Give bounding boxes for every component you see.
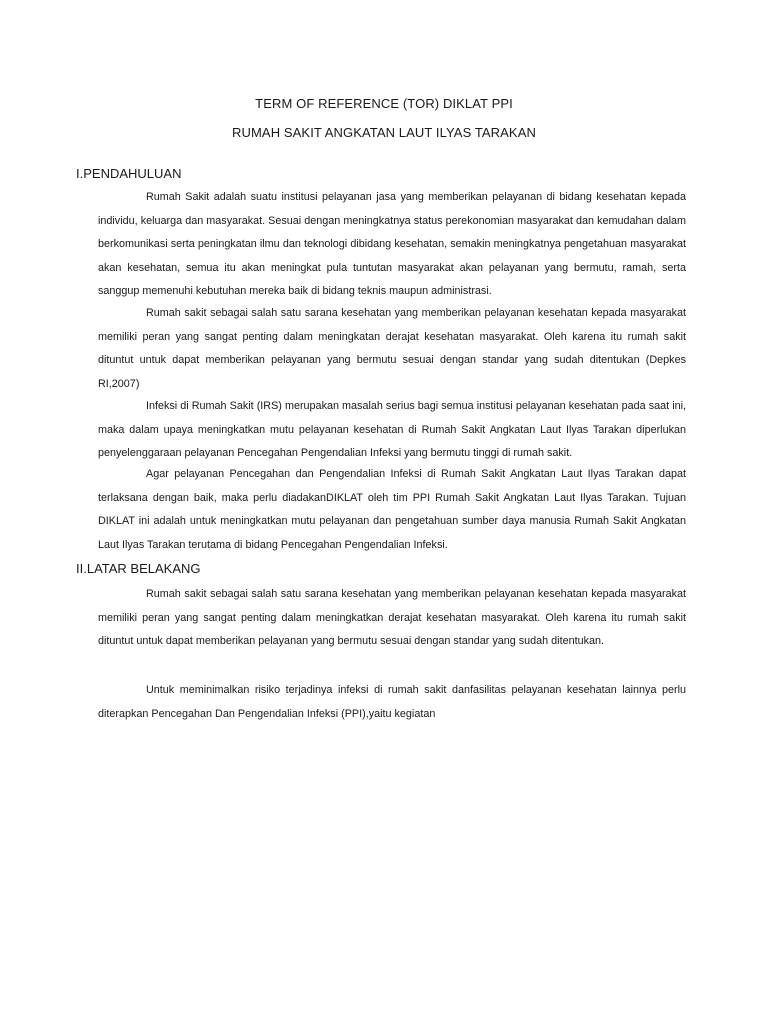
document-subtitle: RUMAH SAKIT ANGKATAN LAUT ILYAS TARAKAN: [232, 125, 536, 140]
section-heading-latar-belakang: II.LATAR BELAKANG: [76, 561, 201, 576]
paragraph: Untuk meminimalkan risiko terjadinya infeksi di rumah sakit danfasilitas pelayanan kesehatan lainnya perlu diterapkan Pencegahan Dan Pengendalian Infeksi (PPI),yaitu kegiatan: [98, 684, 686, 720]
paragraph: Agar pelayanan Pencegahan dan Pengendalian Infeksi di Rumah Sakit Angkatan Laut Ilyas Tarakan dapat terlaksana dengan baik, maka perlu diadakanDIKLAT oleh tim PPI Rumah Sakit Angkatan Laut Ilyas Tarakan. Tujuan DIKLAT ini adalah untuk meningkatkan mutu pelayanan dan pengetahuan sumber daya manusia Rumah Sakit Angkatan Laut Ilyas Tarakan terutama di bidang Pencegahan Pengendalian Infeksi.: [98, 468, 686, 551]
paragraph: Rumah sakit sebagai salah satu sarana kesehatan yang memberikan pelayanan kesehatan kepada masyarakat memiliki peran yang sangat penting dalam meningkatan derajat kesehatan masyarakat. Oleh karena itu rumah sakit dituntut untuk dapat memberikan pelayanan yang bermutu sesuai dengan standar yang sudah ditentukan (Depkes RI,2007): [98, 307, 686, 390]
document-title: TERM OF REFERENCE (TOR) DIKLAT PPI: [255, 96, 513, 111]
paragraph: Rumah Sakit adalah suatu institusi pelayanan jasa yang memberikan pelayanan di bidang kesehatan kepada individu, keluarga dan masyarakat. Sesuai dengan meningkatnya status perekonomian masyarakat dan kemudahan dalam berkomunikasi serta peningkatan ilmu dan teknologi dibidang kesehatan, semakin meningkatnya pengetahuan masyarakat akan kesehatan, semua itu akan meningkat pula tuntutan masyarakat akan pelayanan yang bermutu, ramah, serta sanggup memenuhi kebutuhan mereka baik di bidang teknis maupun administrasi.: [98, 191, 686, 297]
paragraph: Rumah sakit sebagai salah satu sarana kesehatan yang memberikan pelayanan kesehatan kepada masyarakat memiliki peran yang sangat penting dalam meningkatkan derajat kesehatan masyarakat. Oleh karena itu rumah sakit dituntut untuk dapat memberikan pelayanan yang bermutu sesuai dengan standar yang sudah ditentukan.: [98, 588, 686, 647]
section-heading-pendahuluan: I.PENDAHULUAN: [76, 166, 182, 181]
paragraph: Infeksi di Rumah Sakit (IRS) merupakan masalah serius bagi semua institusi pelayanan kesehatan pada saat ini, maka dalam upaya meningkatkan mutu pelayanan kesehatan di Rumah Sakit Angkatan Laut Ilyas Tarakan diperlukan penyelenggaraan pelayanan Pencegahan Pengendalian Infeksi yang bermutu tinggi di rumah sakit.: [98, 400, 686, 459]
